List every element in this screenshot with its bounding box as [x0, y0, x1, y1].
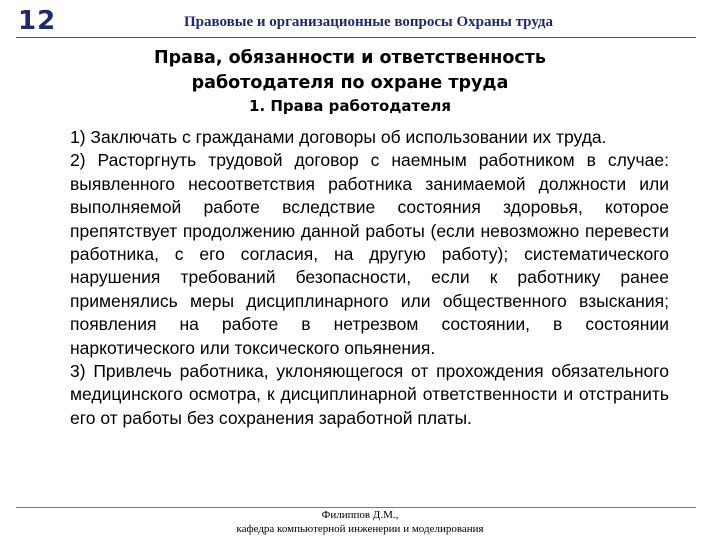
main-title-line-2: работодателя по охране труда [191, 73, 509, 93]
footer-author: Филиппов Д.М., [321, 509, 399, 521]
footer-department: кафедра компьютерной инженерии и моделирования [236, 523, 484, 535]
main-title-line-1: Права, обязанности и ответственность [154, 48, 546, 68]
header-title: Правовые и организационные вопросы Охраны труда [184, 14, 553, 30]
rights-item-3: 3) Привлечь работника, уклоняющегося от прохождения обязательного медицинского осмотра, к дисциплинарной ответственности и отстранить его от работы без сохранения заработной платы. [70, 361, 669, 428]
section-subtitle: 1. Права работодателя [249, 97, 451, 115]
rights-item-2: 2) Расторгнуть трудовой договор с наемным работником в случае: выявленного несоответствия работника занимаемой должности или выполняемой работе вследствие состояния здоровья, которое препятствует продолжению данной работы (если невозможно перевести работника, с его согласия, на другую работу); систематического нарушения требований безопасности, если к работнику ранее применялись меры дисциплинарного или общественного взыскания; появления на работе в нетрезвом состоянии, в состоянии наркотического или токсического опьянения. [70, 150, 669, 358]
slide-number: 12 [18, 6, 57, 36]
footer [0, 508, 720, 536]
rights-list [70, 126, 669, 430]
main-title [60, 46, 640, 96]
rights-item-1: 1) Заключать с гражданами договоры об использовании их труда. [70, 127, 607, 147]
top-divider [16, 37, 696, 38]
